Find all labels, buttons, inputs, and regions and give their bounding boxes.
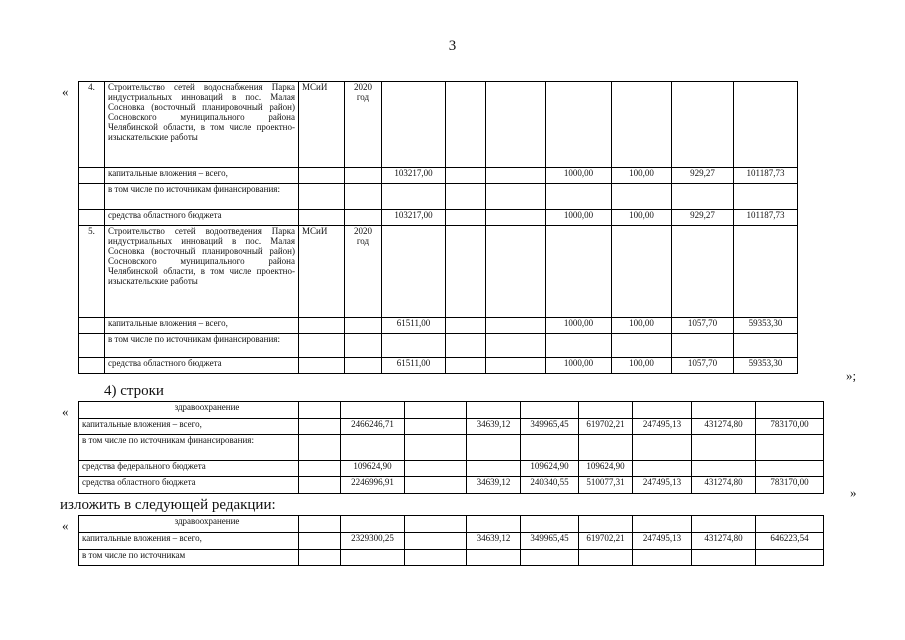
value-cell: 103217,00 xyxy=(382,168,446,184)
table-row xyxy=(79,318,798,334)
table-row xyxy=(79,82,798,168)
table-row xyxy=(79,461,824,477)
opening-quote: « xyxy=(62,404,69,419)
value-cell: 240340,55 xyxy=(521,477,579,494)
caption-new-edition: изложить в следующей редакции: xyxy=(60,497,276,513)
healthcare-table-new xyxy=(78,515,824,566)
table-row xyxy=(79,358,798,374)
value-cell: 1057,70 xyxy=(672,318,734,334)
section-title: здравоохранение xyxy=(79,516,299,533)
year-cell: 2020 год xyxy=(345,82,382,168)
value-cell: 61511,00 xyxy=(382,358,446,374)
value-cell: 61511,00 xyxy=(382,318,446,334)
value-cell: 2246996,91 xyxy=(341,477,405,494)
opening-quote: « xyxy=(62,84,69,99)
value-cell: 100,00 xyxy=(612,318,672,334)
value-cell: 100,00 xyxy=(612,210,672,226)
value-cell: 783170,00 xyxy=(756,419,824,435)
value-cell: 34639,12 xyxy=(467,477,521,494)
value-cell: 431274,80 xyxy=(692,477,756,494)
value-cell: 1000,00 xyxy=(546,358,612,374)
table-row xyxy=(79,435,824,461)
page-number: 3 xyxy=(448,38,457,54)
value-cell: 1057,70 xyxy=(672,358,734,374)
table-row xyxy=(79,533,824,550)
section-title: здравоохранение xyxy=(79,402,299,419)
row-label: средства федерального бюджета xyxy=(79,461,299,477)
row-label: в том числе по источникам финансирования: xyxy=(79,435,299,461)
row-number: 5. xyxy=(79,226,105,318)
value-cell: 100,00 xyxy=(612,168,672,184)
table-row xyxy=(79,402,824,419)
row-label: капитальные вложения – всего, xyxy=(105,168,299,184)
object-name: Строительство сетей водоотведения Парка индустриальных инноваций в пос. Малая Сосновка (восточный планировочный район) Сосновского муниципального района Челябинской области, в том числе проектно-изыскательские работы xyxy=(105,226,299,318)
row-label: в том числе по источникам xyxy=(79,550,299,566)
value-cell: 510077,31 xyxy=(579,477,633,494)
value-cell: 101187,73 xyxy=(734,210,798,226)
value-cell: 109624,90 xyxy=(341,461,405,477)
value-cell: 100,00 xyxy=(612,358,672,374)
row-number: 4. xyxy=(79,82,105,168)
value-cell: 929,27 xyxy=(672,210,734,226)
value-cell: 783170,00 xyxy=(756,477,824,494)
value-cell: 929,27 xyxy=(672,168,734,184)
value-cell: 2466246,71 xyxy=(341,419,405,435)
object-name: Строительство сетей водоснабжения Парка индустриальных инноваций в пос. Малая Сосновка (восточный планировочный район) Сосновского муниципального района Челябинской области, в том числе проектно-изыскательские работы xyxy=(105,82,299,168)
row-label: капитальные вложения – всего, xyxy=(79,533,299,550)
row-label: в том числе по источникам финансирования: xyxy=(105,184,299,210)
row-label: в том числе по источникам финансирования: xyxy=(105,334,299,358)
table-row xyxy=(79,226,798,318)
value-cell: 349965,45 xyxy=(521,533,579,550)
value-cell: 431274,80 xyxy=(692,419,756,435)
value-cell: 247495,13 xyxy=(633,477,692,494)
table-row xyxy=(79,419,824,435)
value-cell: 101187,73 xyxy=(734,168,798,184)
row-label: средства областного бюджета xyxy=(105,210,299,226)
table-row xyxy=(79,184,798,210)
value-cell: 1000,00 xyxy=(546,210,612,226)
value-cell: 109624,90 xyxy=(579,461,633,477)
value-cell: 247495,13 xyxy=(633,419,692,435)
table-row xyxy=(79,334,798,358)
value-cell: 2329300,25 xyxy=(341,533,405,550)
row-label: капитальные вложения – всего, xyxy=(105,318,299,334)
caption-rows: 4) строки xyxy=(104,383,164,399)
value-cell: 59353,30 xyxy=(734,358,798,374)
row-label: капитальные вложения – всего, xyxy=(79,419,299,435)
value-cell: 646223,54 xyxy=(756,533,824,550)
value-cell: 247495,13 xyxy=(633,533,692,550)
executor-cell: МСиИ xyxy=(299,82,345,168)
investment-table-objects xyxy=(78,81,798,374)
value-cell: 1000,00 xyxy=(546,318,612,334)
year-cell: 2020 год xyxy=(345,226,382,318)
table-row xyxy=(79,210,798,226)
table-row xyxy=(79,477,824,494)
executor-cell: МСиИ xyxy=(299,226,345,318)
table-row xyxy=(79,550,824,566)
table-row xyxy=(79,168,798,184)
value-cell: 1000,00 xyxy=(546,168,612,184)
table-row xyxy=(79,516,824,533)
closing-quote: » xyxy=(850,485,857,500)
healthcare-table-old xyxy=(78,401,824,494)
value-cell: 59353,30 xyxy=(734,318,798,334)
row-label: средства областного бюджета xyxy=(105,358,299,374)
value-cell: 34639,12 xyxy=(467,533,521,550)
value-cell: 34639,12 xyxy=(467,419,521,435)
value-cell: 349965,45 xyxy=(521,419,579,435)
value-cell: 109624,90 xyxy=(521,461,579,477)
value-cell: 619702,21 xyxy=(579,419,633,435)
value-cell: 619702,21 xyxy=(579,533,633,550)
value-cell: 103217,00 xyxy=(382,210,446,226)
closing-quote: »; xyxy=(846,368,857,383)
row-label: средства областного бюджета xyxy=(79,477,299,494)
opening-quote: « xyxy=(62,518,69,533)
value-cell: 431274,80 xyxy=(692,533,756,550)
